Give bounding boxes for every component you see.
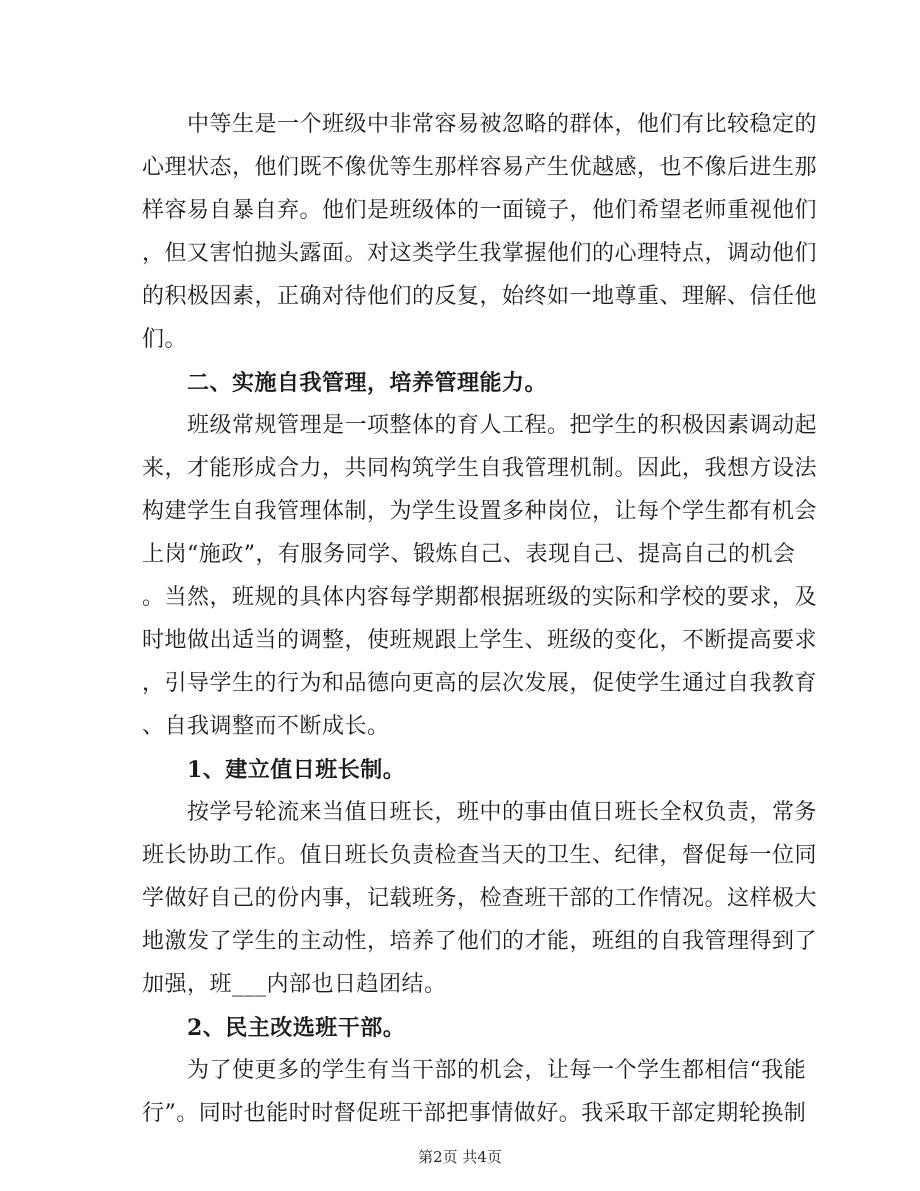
subsection-heading: 1、建立值日班长制。	[142, 757, 406, 783]
paragraph-line: 心理状态，他们既不像优等生那样容易产生优越感，也不像后进生那	[142, 155, 818, 180]
paragraph-line: 加强，班___内部也日趋团结。	[142, 972, 447, 997]
section-heading: 二、实施自我管理，培养管理能力。	[142, 370, 548, 396]
paragraph-line: 按学号轮流来当值日班长，班中的事由值日班长全权负责，常务	[142, 800, 818, 825]
paragraph-line: 的积极因素，正确对待他们的反复，始终如一地尊重、理解、信任他	[142, 284, 818, 309]
paragraph-line: 、自我调整而不断成长。	[142, 714, 390, 739]
paragraph-line: 们。	[142, 327, 188, 352]
page-number: 第2页 共4页	[418, 1148, 502, 1166]
paragraph-line: ，引导学生的行为和品德向更高的层次发展，促使学生通过自我教育	[142, 671, 818, 696]
paragraph-line: 上岗“施政”，有服务同学、锻炼自己、表现自己、提高自己的机会	[142, 542, 796, 567]
paragraph-line: 中等生是一个班级中非常容易被忽略的群体，他们有比较稳定的	[142, 112, 818, 137]
paragraph-line: 构建学生自我管理体制，为学生设置多种岗位，让每个学生都有机会	[142, 499, 818, 524]
paragraph-line: 地激发了学生的主动性，培养了他们的才能，班组的自我管理得到了	[142, 929, 818, 954]
paragraph-line: 样容易自暴自弃。他们是班级体的一面镜子，他们希望老师重视他们	[142, 198, 818, 223]
paragraph-line: 。当然，班规的具体内容每学期都根据班级的实际和学校的要求，及	[142, 585, 818, 610]
paragraph-line: 时地做出适当的调整，使班规跟上学生、班级的变化，不断提高要求	[142, 628, 818, 653]
paragraph-line: 班长协助工作。值日班长负责检查当天的卫生、纪律，督促每一位同	[142, 843, 818, 868]
subsection-heading: 2、民主改选班干部。	[142, 1015, 406, 1041]
paragraph-line: 班级常规管理是一项整体的育人工程。把学生的积极因素调动起	[142, 413, 818, 438]
paragraph-line: 来，才能形成合力，共同构筑学生自我管理机制。因此，我想方设法	[142, 456, 818, 481]
paragraph-line: ，但又害怕抛头露面。对这类学生我掌握他们的心理特点，调动他们	[142, 241, 818, 266]
paragraph-line: 行”。同时也能时时督促班干部把事情做好。我采取干部定期轮换制	[142, 1101, 807, 1126]
paragraph-line: 为了使更多的学生有当干部的机会，让每一个学生都相信“我能	[142, 1058, 807, 1083]
paragraph-line: 学做好自己的份内事，记载班务，检查班干部的工作情况。这样极大	[142, 886, 818, 911]
